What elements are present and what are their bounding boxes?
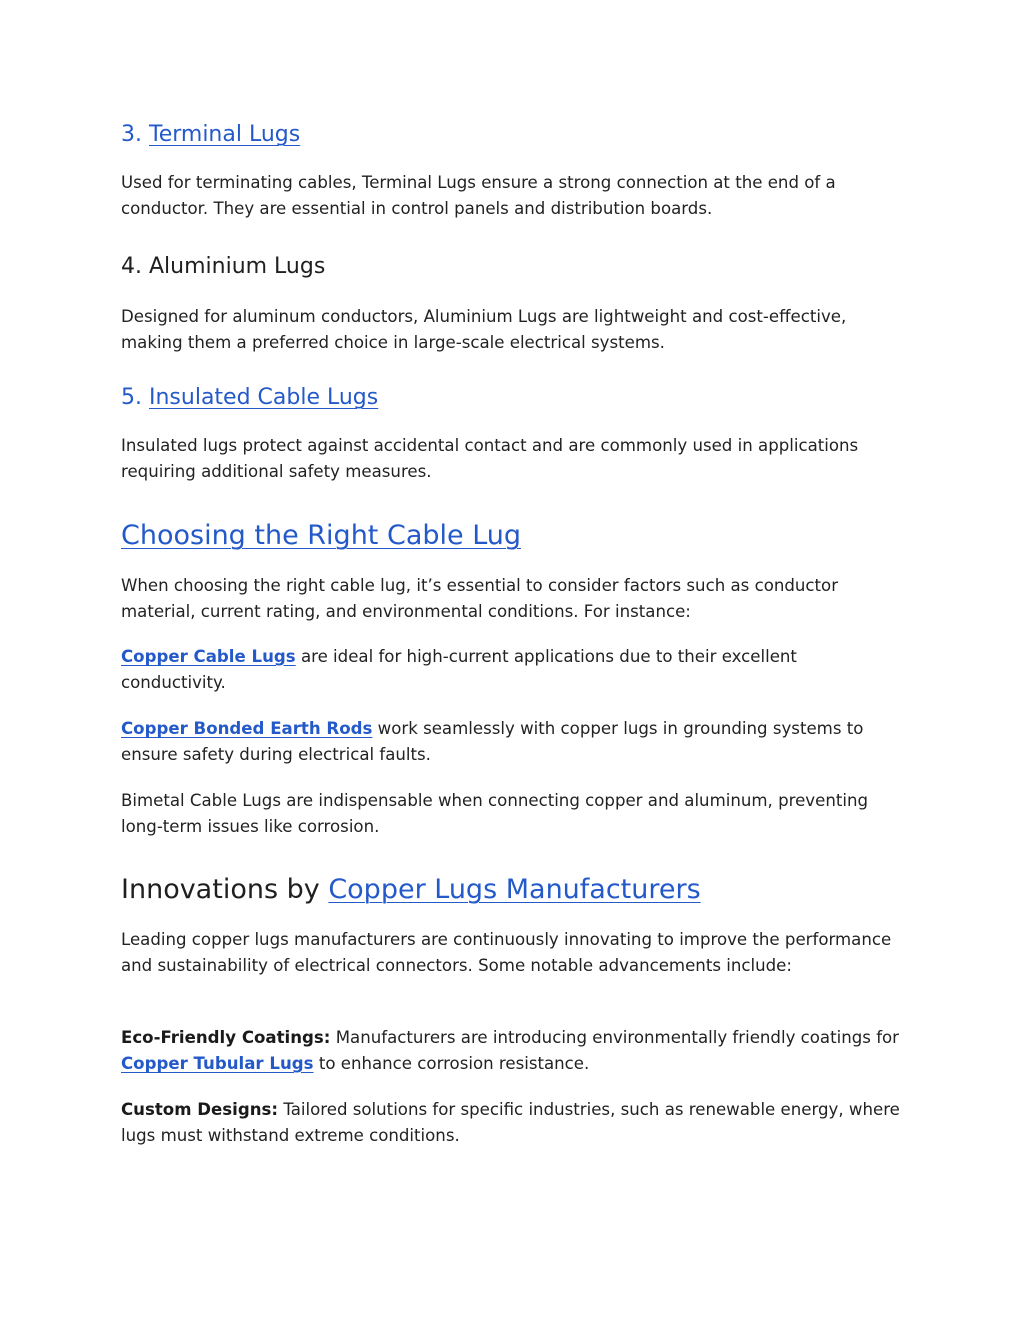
- copper-cable-lugs-paragraph: [121, 644, 901, 696]
- heading-innovations: [121, 872, 901, 908]
- terminal-lugs-link[interactable]: Terminal Lugs: [149, 122, 301, 147]
- heading-aluminium-lugs: 4. Aluminium Lugs: [121, 254, 326, 279]
- heading-number: 3.: [121, 122, 142, 147]
- aluminium-lugs-paragraph: Designed for aluminum conductors, Aluminium Lugs are lightweight and cost-effective, making them a preferred choice in large-scale electrical systems.: [121, 307, 847, 352]
- copper-cable-lugs-link[interactable]: Copper Cable Lugs: [121, 647, 296, 666]
- eco-friendly-text-after: to enhance corrosion resistance.: [313, 1054, 590, 1073]
- eco-friendly-text-before: Manufacturers are introducing environmentally friendly coatings for: [330, 1028, 900, 1047]
- insulated-cable-lugs-paragraph: Insulated lugs protect against accidental contact and are commonly used in applications requiring additional safety measures.: [121, 436, 859, 481]
- copper-bonded-earth-rods-link[interactable]: Copper Bonded Earth Rods: [121, 719, 373, 738]
- terminal-lugs-paragraph: Used for terminating cables, Terminal Lugs ensure a strong connection at the end of a conductor. They are essential in control panels and distribution boards.: [121, 173, 836, 218]
- choosing-intro-paragraph: When choosing the right cable lug, it’s essential to consider factors such as conductor material, current rating, and environmental conditions. For instance:: [121, 576, 839, 621]
- copper-tubular-lugs-link[interactable]: Copper Tubular Lugs: [121, 1054, 314, 1073]
- heading-insulated-cable-lugs: [121, 383, 901, 413]
- eco-friendly-coatings-paragraph: [121, 1025, 901, 1077]
- custom-designs-paragraph: [121, 1097, 901, 1149]
- copper-lugs-manufacturers-link[interactable]: Copper Lugs Manufacturers: [328, 874, 701, 905]
- innovations-intro-paragraph: Leading copper lugs manufacturers are continuously innovating to improve the performance and sustainability of electrical connectors. Some notable advancements include:: [121, 930, 892, 975]
- choosing-right-cable-lug-link[interactable]: Choosing the Right Cable Lug: [121, 520, 522, 551]
- insulated-cable-lugs-link[interactable]: Insulated Cable Lugs: [149, 385, 379, 410]
- heading-terminal-lugs: [121, 120, 901, 150]
- custom-designs-label: Custom Designs:: [121, 1100, 279, 1119]
- innovations-heading-prefix: Innovations by: [121, 874, 329, 905]
- copper-bonded-earth-rods-text: work seamlessly with copper lugs in grounding systems to ensure safety during electrical faults.: [121, 719, 864, 764]
- custom-designs-text: Tailored solutions for specific industries, such as renewable energy, where lugs must withstand extreme conditions.: [121, 1100, 900, 1145]
- heading-number: 5.: [121, 385, 142, 410]
- copper-cable-lugs-text: are ideal for high-current applications due to their excellent conductivity.: [121, 647, 797, 692]
- bimetal-cable-lugs-paragraph: Bimetal Cable Lugs are indispensable when connecting copper and aluminum, preventing long-term issues like corrosion.: [121, 791, 869, 836]
- heading-choosing-right-cable-lug: [121, 518, 901, 554]
- copper-bonded-earth-rods-paragraph: [121, 716, 901, 768]
- eco-friendly-coatings-label: Eco-Friendly Coatings:: [121, 1028, 331, 1047]
